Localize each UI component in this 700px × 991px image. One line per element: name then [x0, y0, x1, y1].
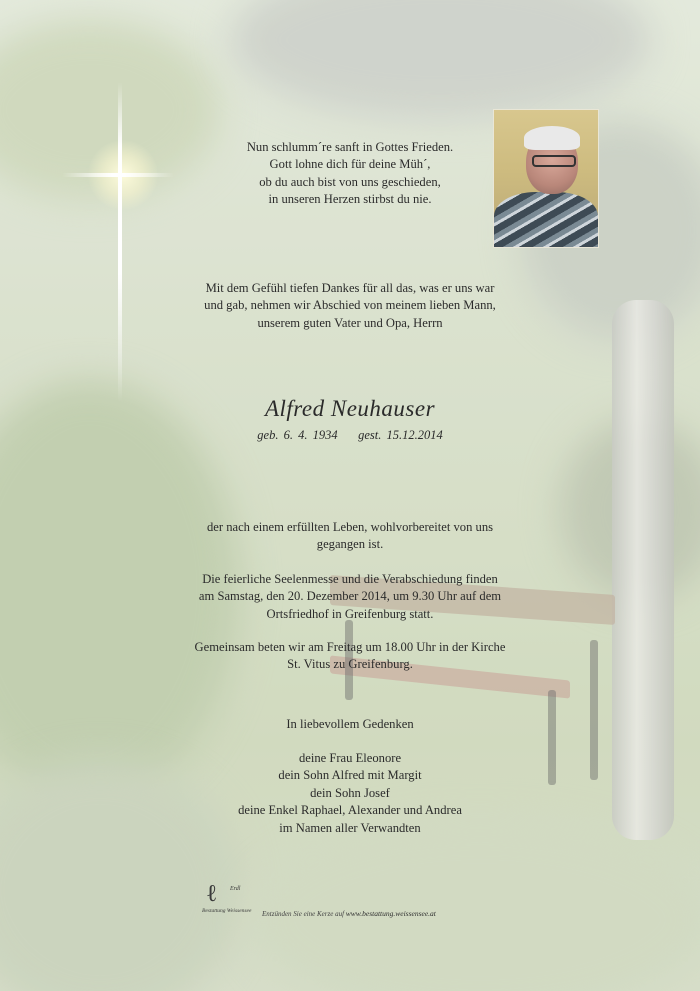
intro-line: und gab, nehmen wir Abschied von meinem lieben Mann, — [204, 298, 496, 313]
mass-announcement — [100, 571, 600, 623]
candle-text: Entzünden Sie eine Kerze auf — [262, 910, 345, 918]
poem-line: in unseren Herzen stirbst du nie. — [268, 192, 432, 207]
logo-top-text: Erdl — [230, 886, 241, 892]
life-dates — [150, 428, 550, 443]
prayer-line: Gemeinsam beten wir am Freitag um 18.00 Uhr in der Kirche — [194, 640, 506, 654]
passed-line: der nach einem erfüllten Leben, wohlvorbereitet von uns — [206, 520, 494, 534]
mass-line: Die feierliche Seelenmesse und die Verabschiedung finden — [202, 572, 498, 586]
death-date: gest. 15.12.2014 — [358, 428, 443, 442]
birth-date: geb. 6. 4. 1934 — [257, 428, 338, 442]
prayer-announcement — [100, 639, 600, 674]
poem-line: ob du auch bist von uns geschieden, — [259, 174, 441, 189]
bird-logo-icon: ℓ Erdl Bestattung Weissensee — [202, 881, 252, 914]
intro-line: unserem guten Vater und Opa, Herrn — [257, 315, 443, 330]
mourner-line: dein Sohn Josef — [310, 785, 390, 800]
passed-text — [100, 519, 600, 554]
passed-line: gegangen ist. — [316, 537, 384, 552]
mourner-line: im Namen aller Verwandten — [279, 820, 421, 835]
mourners-list — [100, 750, 600, 837]
logo-text: Bestattung Weissensee — [202, 908, 252, 914]
poem — [100, 139, 600, 209]
mass-line: Ortsfriedhof in Greifenburg statt. — [266, 606, 434, 621]
poem-line: Gott lohne dich für deine Müh´, — [269, 157, 431, 172]
mourner-line: deine Frau Eleonore — [298, 751, 402, 765]
website-url[interactable]: www.bestattung.weissensee.at — [345, 909, 436, 918]
candle-link[interactable] — [262, 909, 436, 918]
closing-line: In liebevollem Gedenken — [286, 717, 414, 731]
mourner-line: deine Enkel Raphael, Alexander und Andrea — [238, 803, 462, 818]
closing-text — [100, 716, 600, 733]
deceased-name: Alfred Neuhauser — [264, 396, 436, 421]
cross-icon — [118, 82, 122, 402]
mourner-line: dein Sohn Alfred mit Margit — [278, 768, 422, 783]
intro-line: Mit dem Gefühl tiefen Dankes für all das, was er uns war — [205, 281, 495, 295]
poem-line: Nun schlumm´re sanft in Gottes Frieden. — [246, 140, 454, 154]
footer — [202, 880, 512, 920]
intro-text — [100, 280, 600, 332]
prayer-line: St. Vitus zu Greifenburg. — [287, 657, 413, 672]
mass-line: am Samstag, den 20. Dezember 2014, um 9.30 Uhr auf dem — [198, 589, 502, 604]
